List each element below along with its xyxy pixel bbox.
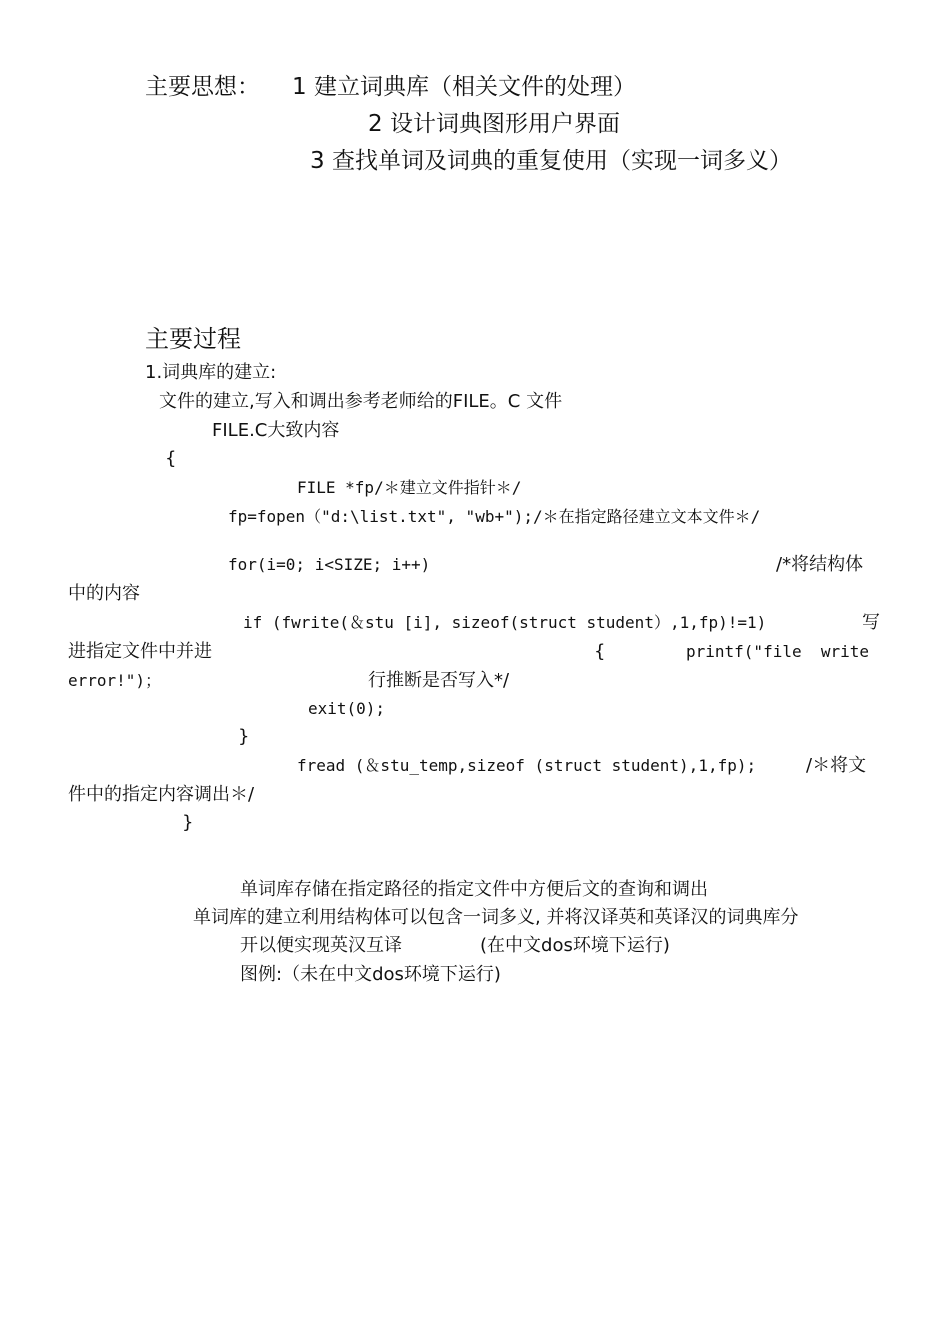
code-comment-check: 行推断是否写入*/	[368, 670, 510, 691]
file-content-label: FILE.C大致内容	[212, 420, 340, 441]
process-step-1: 1.词典库的建立:	[145, 362, 277, 383]
idea-item-2: 2 设计词典图形用户界面	[368, 111, 620, 137]
code-line-for: for(i=0; i<SIZE; i++)	[228, 555, 431, 574]
code-comment-into-file: 进指定文件中并进	[68, 641, 212, 662]
ideas-label: 主要思想：	[145, 74, 260, 100]
code-inner-close-brace: }	[238, 726, 250, 747]
code-line-exit: exit(0);	[308, 699, 386, 718]
code-inner-open-brace: {	[594, 641, 606, 662]
note-storage: 单词库存储在指定路径的指定文件中方便后文的查询和调出	[240, 879, 708, 900]
note-struct: 单词库的建立利用结构体可以包含一词多义, 并将汉译英和英译汉的词典库分	[193, 907, 799, 928]
code-line-fwrite: if (fwrite(＆stu [i], sizeof(struct student）,1,fp)!=1)	[243, 613, 767, 632]
note-translate: 开以便实现英汉互译	[240, 935, 402, 956]
code-comment-read: /＊将文	[806, 755, 867, 776]
process-desc: 文件的建立,写入和调出参考老师给的FILE。C 文件	[159, 391, 563, 412]
code-close-brace: }	[182, 812, 194, 833]
idea-item-3: 3 查找单词及词典的重复使用（实现一词多义）	[310, 148, 792, 174]
code-comment-struct: /*将结构体	[776, 554, 864, 575]
code-line-file-pointer: FILE *fp/＊建立文件指针＊/	[297, 478, 522, 497]
note-figure: 图例:（未在中文dos环境下运行)	[240, 964, 501, 985]
code-line-error: error!")；	[68, 671, 162, 690]
note-dos-env: (在中文dos环境下运行)	[480, 935, 670, 956]
code-line-printf: printf("file write	[686, 642, 870, 661]
code-open-brace: {	[165, 448, 177, 469]
code-line-fopen: fp=fopen（"d:\list.txt", "wb+");/＊在指定路径建立文本文件＊/	[228, 507, 761, 526]
idea-item-1: 1 建立词典库（相关文件的处理）	[292, 74, 636, 100]
code-comment-read-cont: 件中的指定内容调出＊/	[68, 784, 255, 805]
code-line-fread: fread (＆stu_temp,sizeof (struct student),1,fp);	[297, 756, 757, 775]
code-comment-write: 写	[862, 612, 880, 633]
process-heading: 主要过程	[145, 325, 241, 353]
code-comment-content: 中的内容	[68, 583, 140, 604]
